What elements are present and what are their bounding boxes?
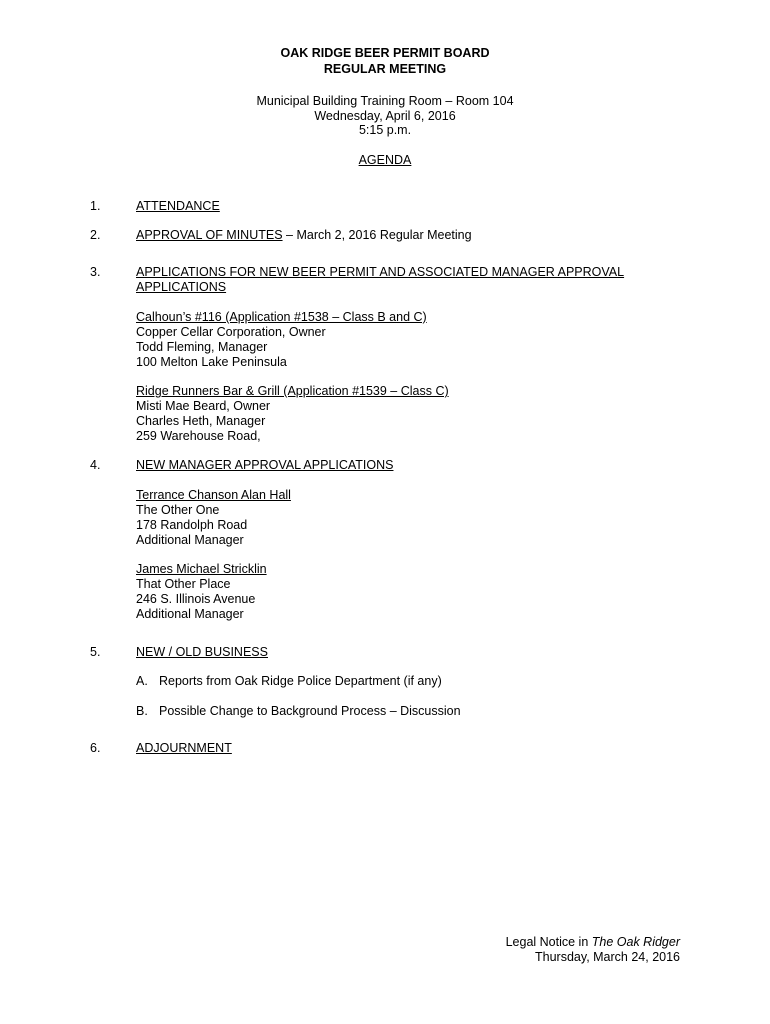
- item-number: 1.: [90, 199, 101, 213]
- item-title-attendance: ATTENDANCE: [136, 199, 220, 213]
- item-title-new-manager: NEW MANAGER APPROVAL APPLICATIONS: [136, 458, 394, 472]
- manager-entry: [136, 488, 656, 548]
- application-heading: Calhoun’s #116 (Application #1538 – Class B and C): [136, 310, 427, 324]
- item-number: 5.: [90, 645, 101, 659]
- manager-line: 178 Randolph Road: [136, 518, 248, 532]
- newspaper-name: The Oak Ridger: [591, 935, 680, 949]
- legal-date: Thursday, March 24, 2016: [535, 950, 680, 964]
- item-title-adjournment: ADJOURNMENT: [136, 741, 232, 755]
- meeting-type: REGULAR MEETING: [323, 62, 447, 76]
- item-title-applications-line1: APPLICATIONS FOR NEW BEER PERMIT AND ASSOCIATED MANAGER APPROVAL: [136, 265, 625, 279]
- item-number: 4.: [90, 458, 101, 472]
- business-text: Reports from Oak Ridge Police Department (if any): [159, 674, 442, 688]
- item-number: 2.: [90, 228, 101, 242]
- application-line: Todd Fleming, Manager: [136, 340, 268, 354]
- meeting-location: Municipal Building Training Room – Room 104: [256, 94, 514, 108]
- application-line: Copper Cellar Corporation, Owner: [136, 325, 326, 339]
- item-suffix: – March 2, 2016 Regular Meeting: [282, 228, 472, 242]
- manager-line: That Other Place: [136, 577, 231, 591]
- application-entry: [136, 384, 656, 444]
- item-number: 3.: [90, 265, 101, 279]
- business-text: Possible Change to Background Process – Discussion: [159, 704, 461, 718]
- meeting-date: Wednesday, April 6, 2016: [314, 109, 456, 123]
- item-approval-of-minutes: [136, 228, 656, 243]
- business-letter: B.: [136, 704, 148, 718]
- business-letter: A.: [136, 674, 148, 688]
- item-title-approval: APPROVAL OF MINUTES: [136, 228, 283, 242]
- manager-line: Additional Manager: [136, 607, 244, 621]
- application-entry: [136, 310, 656, 370]
- meeting-time: 5:15 p.m.: [358, 123, 412, 137]
- application-line: Charles Heth, Manager: [136, 414, 266, 428]
- board-title: OAK RIDGE BEER PERMIT BOARD: [280, 46, 490, 60]
- agenda-heading: AGENDA: [358, 153, 412, 167]
- legal-notice: [506, 935, 680, 950]
- item-number: 6.: [90, 741, 101, 755]
- manager-line: 246 S. Illinois Avenue: [136, 592, 256, 606]
- application-line: 100 Melton Lake Peninsula: [136, 355, 287, 369]
- application-heading: Ridge Runners Bar & Grill (Application #1539 – Class C): [136, 384, 449, 398]
- manager-heading: James Michael Stricklin: [136, 562, 267, 576]
- manager-line: The Other One: [136, 503, 220, 517]
- legal-prefix: Legal Notice in: [505, 935, 592, 949]
- item-title-business: NEW / OLD BUSINESS: [136, 645, 268, 659]
- manager-line: Additional Manager: [136, 533, 244, 547]
- item-title-applications-line2: APPLICATIONS: [136, 280, 227, 294]
- application-line: Misti Mae Beard, Owner: [136, 399, 271, 413]
- manager-entry: [136, 562, 656, 622]
- application-line: 259 Warehouse Road,: [136, 429, 261, 443]
- manager-heading: Terrance Chanson Alan Hall: [136, 488, 291, 502]
